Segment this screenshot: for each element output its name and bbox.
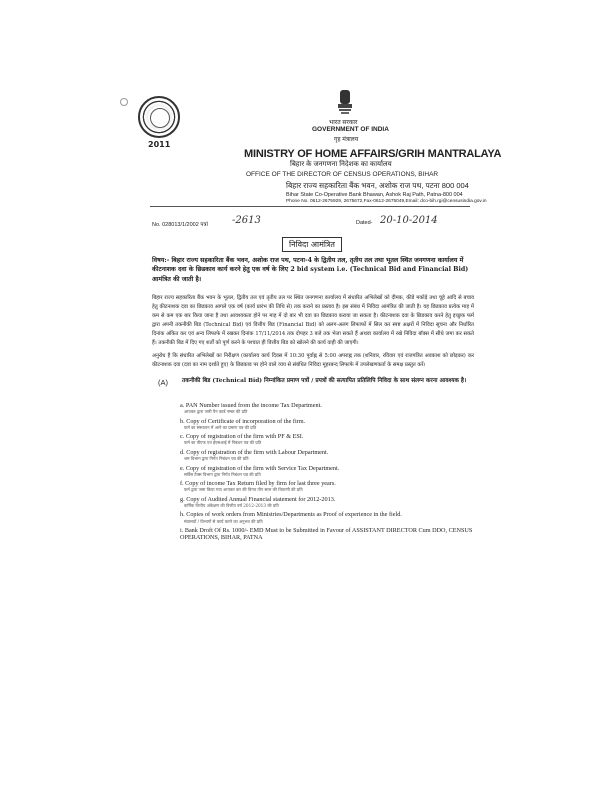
list-item (180, 496, 480, 509)
ref-number-handwritten: -2613 (232, 215, 261, 226)
list-item (180, 418, 480, 431)
census-seal-logo (138, 96, 180, 138)
header-hindi-address: बिहार राज्य सहकारिता बैंक भवन, अशोक राज पथ, पटना 800 004 (286, 181, 469, 190)
document-title: निविदा आमंत्रित (282, 237, 342, 252)
national-emblem-icon (336, 88, 354, 118)
list-item-en: a. PAN Number issued from the income Tax Department. (180, 402, 322, 409)
header-address: Bihar State Co-Operative Bank Bhawan, Ashok Raj Path, Patna-800 004 (286, 192, 463, 198)
list-item-hi: आयकर द्वारा जारी पैन कार्ड नम्बर की प्रति (184, 409, 248, 415)
list-item (180, 527, 480, 541)
list-item (180, 480, 480, 493)
list-item-en: b. Copy of Certificate of incorporation of the firm. (180, 417, 306, 425)
punch-hole-mark (120, 98, 128, 106)
list-item-hi: फर्म द्वारा जमा किया गया आयकर कर की विगत तीन साल की विवरणी की प्रति (184, 487, 303, 493)
header-ministry: MINISTRY OF HOME AFFAIRS/GRIH MANTRALAYA (244, 148, 502, 160)
list-item-en: h. Copies of work orders from Ministries/Departments as Proof of experience in the field. (180, 511, 402, 519)
list-item (180, 449, 480, 462)
header-hindi-govt: भारत सरकार (329, 120, 358, 126)
list-item-hi: सर्विस टैक्स विभाग द्वारा निर्गत निबंधन पत्र की प्रति (184, 471, 261, 477)
requirements-list (180, 402, 480, 541)
body-paragraph-1: बिहार राज्य सहकारिता बैंक भवन के भूतल, द्वितीय तल एवं तृतीय तल पर स्थित जनगणना कार्यालय में संधारित अभिलेखों को दीमक, कीडे मकोड़े तथा चूहे आदि से बचाव हेतु कीटनाशक दवा का छिडकाव आगले एक वर्ष (कार्य प्रारंभ की तिथि से) तक कराने का प्रस्ताव है। इस संबंध में निविदा आमंत्रित की जाती है। यह छिडकाव प्रत्येक माह में कम से कम एक बार किया जाना है तथा आवश्यकता होने पर माह में दो बार भी दवा का छिडकाव कराया जा सकता है। कीटनाशक दवा के छिडकाव करने हेतु इच्छुक फर्म द्वारा अपनी तकनीकी बिड (Technical Bid) एवं वित्तीय बिड (Financial Bid) को अलग-अलग लिफाफों में सिल कर स्पष्ट अक्षरों में निविदा सूचना और निर्धारित दिनांक अंकित कर एवं अन्य लिफाफे में रखकर दिनांक 17/11/2014 तक दोपहर 3 बजे तक भेजा सकते हैं अथवा कार्यालय में रखे निविदा बॉक्स में सीधे जमा कर सकते हैं। तकनीकी बिड में दिए गए शर्तों को पूर्ण करने के पश्चात ही वित्तीय बिड को खोलने की कार्य वाही की जाएगी। (152, 295, 474, 346)
list-item-hi: वार्षिक वित्तीय अंकेक्षण की वित्तीय वर्ष 2012-2013 की प्रति (184, 502, 279, 508)
header-divider (150, 206, 470, 207)
list-item-hi: मंत्रालयों / विभागों से कार्य करने का अनुभव की प्रति (184, 518, 263, 524)
list-item-hi: फर्म का संस्थापन में आने का प्रमाण पत्र की प्रति (184, 424, 257, 430)
list-item (180, 511, 480, 524)
list-item-en: d. Copy of registration of the firm with Labour Department. (180, 448, 329, 456)
list-item (180, 433, 480, 446)
header-phone: Phone No. 0612-2675929, 2675672,Fax-0612-2675049,Email: dco-bih.rgi@censusindia.gov.in (286, 199, 487, 204)
subject-text: विषय:- बिहार राज्य सहकारिता बैंक भवन, अशोक राज पथ, पटना-4 के द्वितीय तल, तृतीय तल तथा भूतल स्थित जनगणना कार्यालय में कीटनाशक दवा के छिडकाव कार्य करने हेतु एक वर्ष के लिए 2 bid system i.e. (Technical Bid and Financial Bid) आमंत्रित की जाती है। (152, 257, 469, 283)
header-hindi-ministry: गृह मंत्रालय (334, 137, 359, 143)
ref-number-label: No. 028013/1/2002 पत्रां (152, 222, 208, 228)
section-a-label: (A) (158, 378, 168, 387)
list-item (180, 465, 480, 478)
list-item-en: e. Copy of registration of the firm with Service Tax Department. (180, 464, 340, 472)
header-goi: GOVERNMENT OF INDIA (312, 126, 389, 133)
list-item-en: f. Copy of income Tax Return filed by firm for last three years. (180, 480, 336, 488)
list-item-en: g. Copy of Audited Annual Financial statement for 2012-2013. (180, 495, 336, 503)
list-item-hi: फर्म का पीएफ एवं ईएसआई में निबंधन पत्र की प्रति (184, 440, 262, 446)
seal-year: 2011 (148, 140, 171, 149)
list-item-en: c. Copy of registration of the firm with PF & ESI. (180, 433, 304, 441)
body-paragraph-2: अनुरोध है कि संधारित अभिलेखों का निरीक्षण (कार्यालय कार्य दिवस में 10:30 पूर्वाह्न से 5:00 अपराह्न तक (शनिवार, रविवार एवं राजपत्रित अवकाश को छोड़कर) कर कीटनाशक दवा (दवा का नाम दर्शाते हुए) के छिडकाव पर होने वाले व्यय से संबंधित निविदा मूहरबन्द लिफाफे में उपलेखणकर्ता के समक्ष प्रस्तुत करें। (152, 353, 474, 368)
date-handwritten: 20-10-2014 (380, 215, 438, 226)
list-item (180, 402, 480, 415)
header-office: OFFICE OF THE DIRECTOR OF CENSUS OPERATIONS, BIHAR (246, 171, 439, 178)
section-a-heading: तकनीकी बिड (Technical Bid) निम्नांकित प्रमाण पत्रों / प्रपत्रों की सत्यापित प्रतिलिपि निविदा के साथ संलग्न करना आवश्यक है। (182, 378, 467, 384)
list-item-hi: श्रम विभाग द्वारा निर्गत निबंधन पत्र की प्रति (184, 456, 249, 461)
dated-label: Dated- (356, 220, 373, 226)
header-hindi-office: बिहार के जनगणना निदेशक का कार्यालय (290, 161, 392, 168)
list-item-en: i. Bank Droft Of Rs. 1000/- EMD Must to be Submitted in Favour of ASSISTANT DIRECTOR Cum DDO, CENSUS OPERATIONS, BIHAR, PATNA (180, 527, 473, 542)
